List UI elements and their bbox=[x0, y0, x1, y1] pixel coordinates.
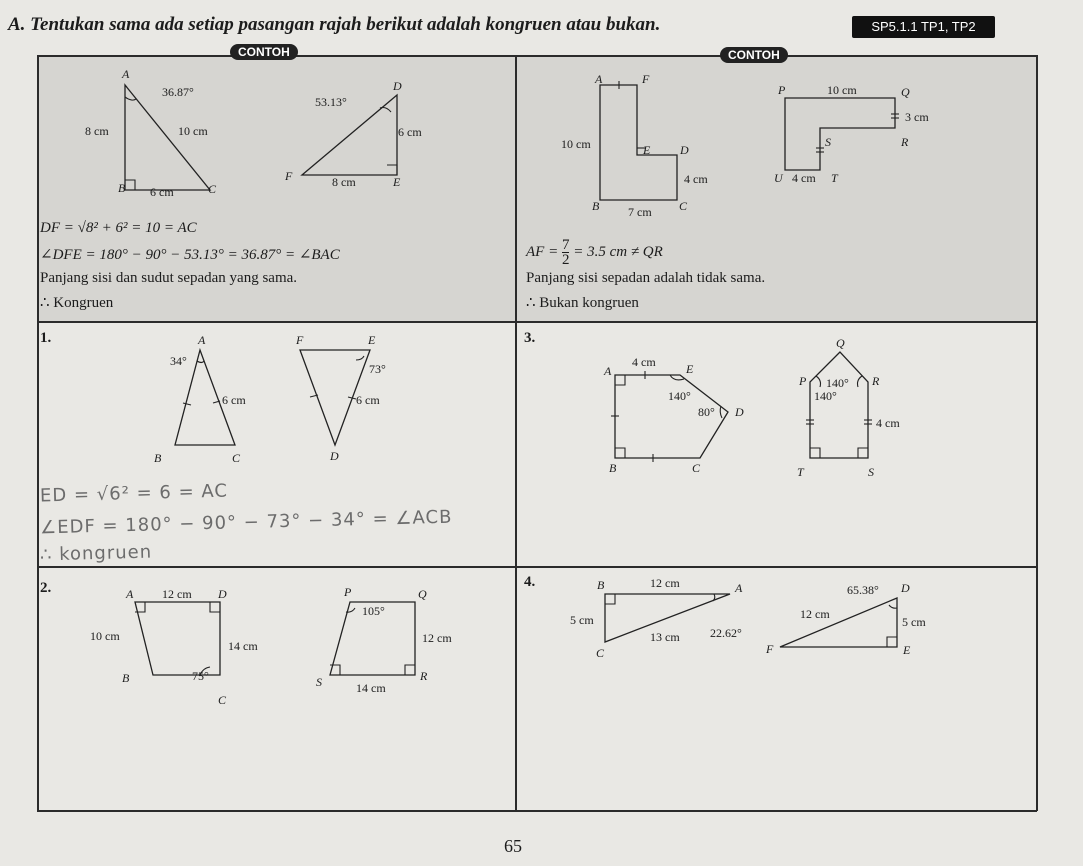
side-rs-label: 4 cm bbox=[876, 416, 900, 430]
question-2-number: 2. bbox=[40, 580, 52, 596]
l-shape-pqrstu bbox=[785, 98, 895, 170]
vertex-t-label: T bbox=[831, 171, 838, 185]
angle-e-label: 140° bbox=[668, 389, 691, 403]
side-ab-label: 10 cm bbox=[90, 629, 120, 643]
vertex-r-label: R bbox=[872, 374, 880, 388]
vertex-d-label: D bbox=[218, 587, 227, 601]
vertex-b-label: B bbox=[154, 451, 162, 465]
vertex-c-label: C bbox=[692, 461, 701, 475]
vertex-d-label: D bbox=[393, 79, 402, 93]
angle-a-label: 22.62° bbox=[710, 626, 742, 640]
example1-line1: DF = √8² + 6² = 10 = AC bbox=[40, 220, 197, 236]
handwritten-line-1: ED = √6² = 6 = AC bbox=[39, 480, 229, 507]
vertex-d-label: D bbox=[901, 581, 910, 595]
grid-line-top bbox=[37, 55, 1037, 57]
vertex-a-label: A bbox=[126, 587, 134, 601]
example2-line1 bbox=[526, 238, 663, 267]
example1-diagram bbox=[80, 60, 422, 210]
section-title: A. Tentukan sama ada setiap pasangan rajah berikut adalah kongruen atau bukan. bbox=[8, 14, 661, 35]
angle-a-label: 34° bbox=[170, 354, 187, 368]
vertex-f-label: F bbox=[285, 169, 293, 183]
side-dc-label: 4 cm bbox=[684, 172, 708, 186]
handwritten-line-2: ∠EDF = 180° − 90° − 73° − 34° = ∠ACB bbox=[39, 506, 453, 539]
vertex-a-label: A bbox=[604, 364, 612, 378]
vertex-t-label: T bbox=[797, 465, 804, 479]
question-3-number: 3. bbox=[524, 330, 536, 346]
vertex-c-label: C bbox=[218, 693, 227, 707]
example2-line2: Panjang sisi sepadan adalah tidak sama. bbox=[526, 270, 766, 286]
side-ad-label: 12 cm bbox=[162, 587, 192, 601]
angle-p-label: 105° bbox=[362, 604, 385, 618]
example1-line2: ∠DFE = 180° − 90° − 53.13° = 36.87° = ∠BAC bbox=[40, 247, 340, 263]
grid-line-right bbox=[1036, 55, 1038, 811]
vertex-c-label: C bbox=[596, 646, 605, 660]
side-dc-label: 14 cm bbox=[228, 639, 258, 653]
vertex-e-label: E bbox=[903, 643, 911, 657]
side-pq-label: 10 cm bbox=[827, 83, 857, 97]
vertex-e-label: E bbox=[368, 333, 376, 347]
example1-line3: Panjang sisi dan sudut sepadan yang sama. bbox=[40, 270, 298, 286]
vertex-a-label: A bbox=[198, 333, 206, 347]
vertex-r-label: R bbox=[420, 669, 428, 683]
vertex-q-label: Q bbox=[901, 85, 910, 99]
vertex-u-label: U bbox=[774, 171, 783, 185]
vertex-s-label: S bbox=[868, 465, 874, 479]
pentagon-qrstp bbox=[810, 352, 868, 458]
angle-d-label: 53.13° bbox=[315, 95, 347, 109]
side-ae-label: 4 cm bbox=[632, 355, 656, 369]
side-ab-label: 8 cm bbox=[85, 124, 109, 138]
side-ca-label: 13 cm bbox=[650, 630, 680, 644]
question-3-diagram bbox=[590, 330, 920, 480]
side-fe-label: 8 cm bbox=[332, 175, 356, 189]
side-ac-label: 6 cm bbox=[222, 393, 246, 407]
question-1-diagram bbox=[140, 330, 386, 465]
vertex-b-label: B bbox=[118, 181, 126, 195]
vertex-c-label: C bbox=[208, 182, 217, 196]
vertex-f-label: F bbox=[766, 642, 774, 656]
question-1-number: 1. bbox=[40, 330, 52, 346]
triangle-def-q4 bbox=[780, 598, 897, 647]
side-sr-label: 14 cm bbox=[356, 681, 386, 695]
angle-d-label: 80° bbox=[698, 405, 715, 419]
angle-r-label: 140° bbox=[814, 389, 837, 403]
side-ed-label: 6 cm bbox=[356, 393, 380, 407]
angle-p-label: 140° bbox=[826, 376, 849, 390]
contoh-label-left: CONTOH bbox=[230, 44, 298, 60]
vertex-r-label: R bbox=[901, 135, 909, 149]
example2-line1-right: = 3.5 cm ≠ QR bbox=[573, 243, 663, 260]
vertex-b-label: B bbox=[597, 578, 605, 592]
grid-line-left bbox=[37, 55, 39, 811]
quadrilateral-adcb bbox=[135, 602, 220, 675]
question-4-diagram bbox=[560, 574, 960, 674]
side-ac-label: 10 cm bbox=[178, 124, 208, 138]
grid-line-row2 bbox=[37, 566, 1037, 568]
vertex-b-label: B bbox=[592, 199, 600, 213]
vertex-f-label: F bbox=[296, 333, 304, 347]
example1-line4: ∴ Kongruen bbox=[40, 295, 114, 311]
question-4-number: 4. bbox=[524, 574, 536, 590]
angle-c-label: 75° bbox=[192, 669, 209, 683]
vertex-q-label: Q bbox=[836, 336, 845, 350]
grid-line-row1 bbox=[37, 321, 1037, 323]
standard-badge: SP5.1.1 TP1, TP2 bbox=[852, 16, 995, 38]
grid-line-bottom bbox=[37, 810, 1037, 812]
vertex-d-label: D bbox=[680, 143, 689, 157]
vertex-a-label: A bbox=[595, 72, 603, 86]
side-qr-label: 3 cm bbox=[905, 110, 929, 124]
contoh-label-right: CONTOH bbox=[720, 47, 788, 63]
vertex-d-label: D bbox=[330, 449, 339, 463]
vertex-e-label: E bbox=[393, 175, 401, 189]
vertex-a-label: A bbox=[735, 581, 743, 595]
side-bc-label: 7 cm bbox=[628, 205, 652, 219]
page-number: 65 bbox=[504, 836, 522, 856]
vertex-p-label: P bbox=[344, 585, 352, 599]
side-bc-label: 6 cm bbox=[150, 185, 174, 199]
fraction-denominator: 2 bbox=[561, 252, 570, 268]
vertex-p-label: P bbox=[799, 374, 807, 388]
handwritten-line-3: ∴ kongruen bbox=[39, 541, 153, 566]
vertex-d-label: D bbox=[735, 405, 744, 419]
side-de-label: 5 cm bbox=[902, 615, 926, 629]
example2-diagram bbox=[555, 70, 955, 220]
vertex-a-label: A bbox=[122, 67, 130, 81]
side-ab-label: 10 cm bbox=[561, 137, 591, 151]
grid-line-middle bbox=[515, 55, 517, 811]
side-qr-label: 12 cm bbox=[422, 631, 452, 645]
angle-a-label: 36.87° bbox=[162, 85, 194, 99]
vertex-p-label: P bbox=[778, 83, 786, 97]
side-de-label: 6 cm bbox=[398, 125, 422, 139]
vertex-e-label: E bbox=[643, 143, 651, 157]
fraction-numerator: 7 bbox=[561, 237, 570, 253]
vertex-e-label: E bbox=[686, 362, 694, 376]
side-ba-label: 12 cm bbox=[650, 576, 680, 590]
vertex-q-label: Q bbox=[418, 587, 427, 601]
example2-line3: ∴ Bukan kongruen bbox=[526, 295, 639, 311]
vertex-c-label: C bbox=[679, 199, 688, 213]
angle-d-label: 65.38° bbox=[847, 583, 879, 597]
l-shape-afedcb bbox=[600, 85, 677, 200]
example2-line1-left: AF = bbox=[526, 243, 562, 260]
vertex-s-label: S bbox=[825, 135, 831, 149]
vertex-b-label: B bbox=[122, 671, 130, 685]
vertex-s-label: S bbox=[316, 675, 322, 689]
side-ut-label: 4 cm bbox=[792, 171, 816, 185]
vertex-c-label: C bbox=[232, 451, 241, 465]
question-2-diagram bbox=[80, 580, 480, 710]
angle-e-label: 73° bbox=[369, 362, 386, 376]
side-fd-label: 12 cm bbox=[800, 607, 830, 621]
side-bc-label: 5 cm bbox=[570, 613, 594, 627]
vertex-b-label: B bbox=[609, 461, 617, 475]
vertex-f-label: F bbox=[642, 72, 650, 86]
fraction bbox=[562, 238, 570, 267]
